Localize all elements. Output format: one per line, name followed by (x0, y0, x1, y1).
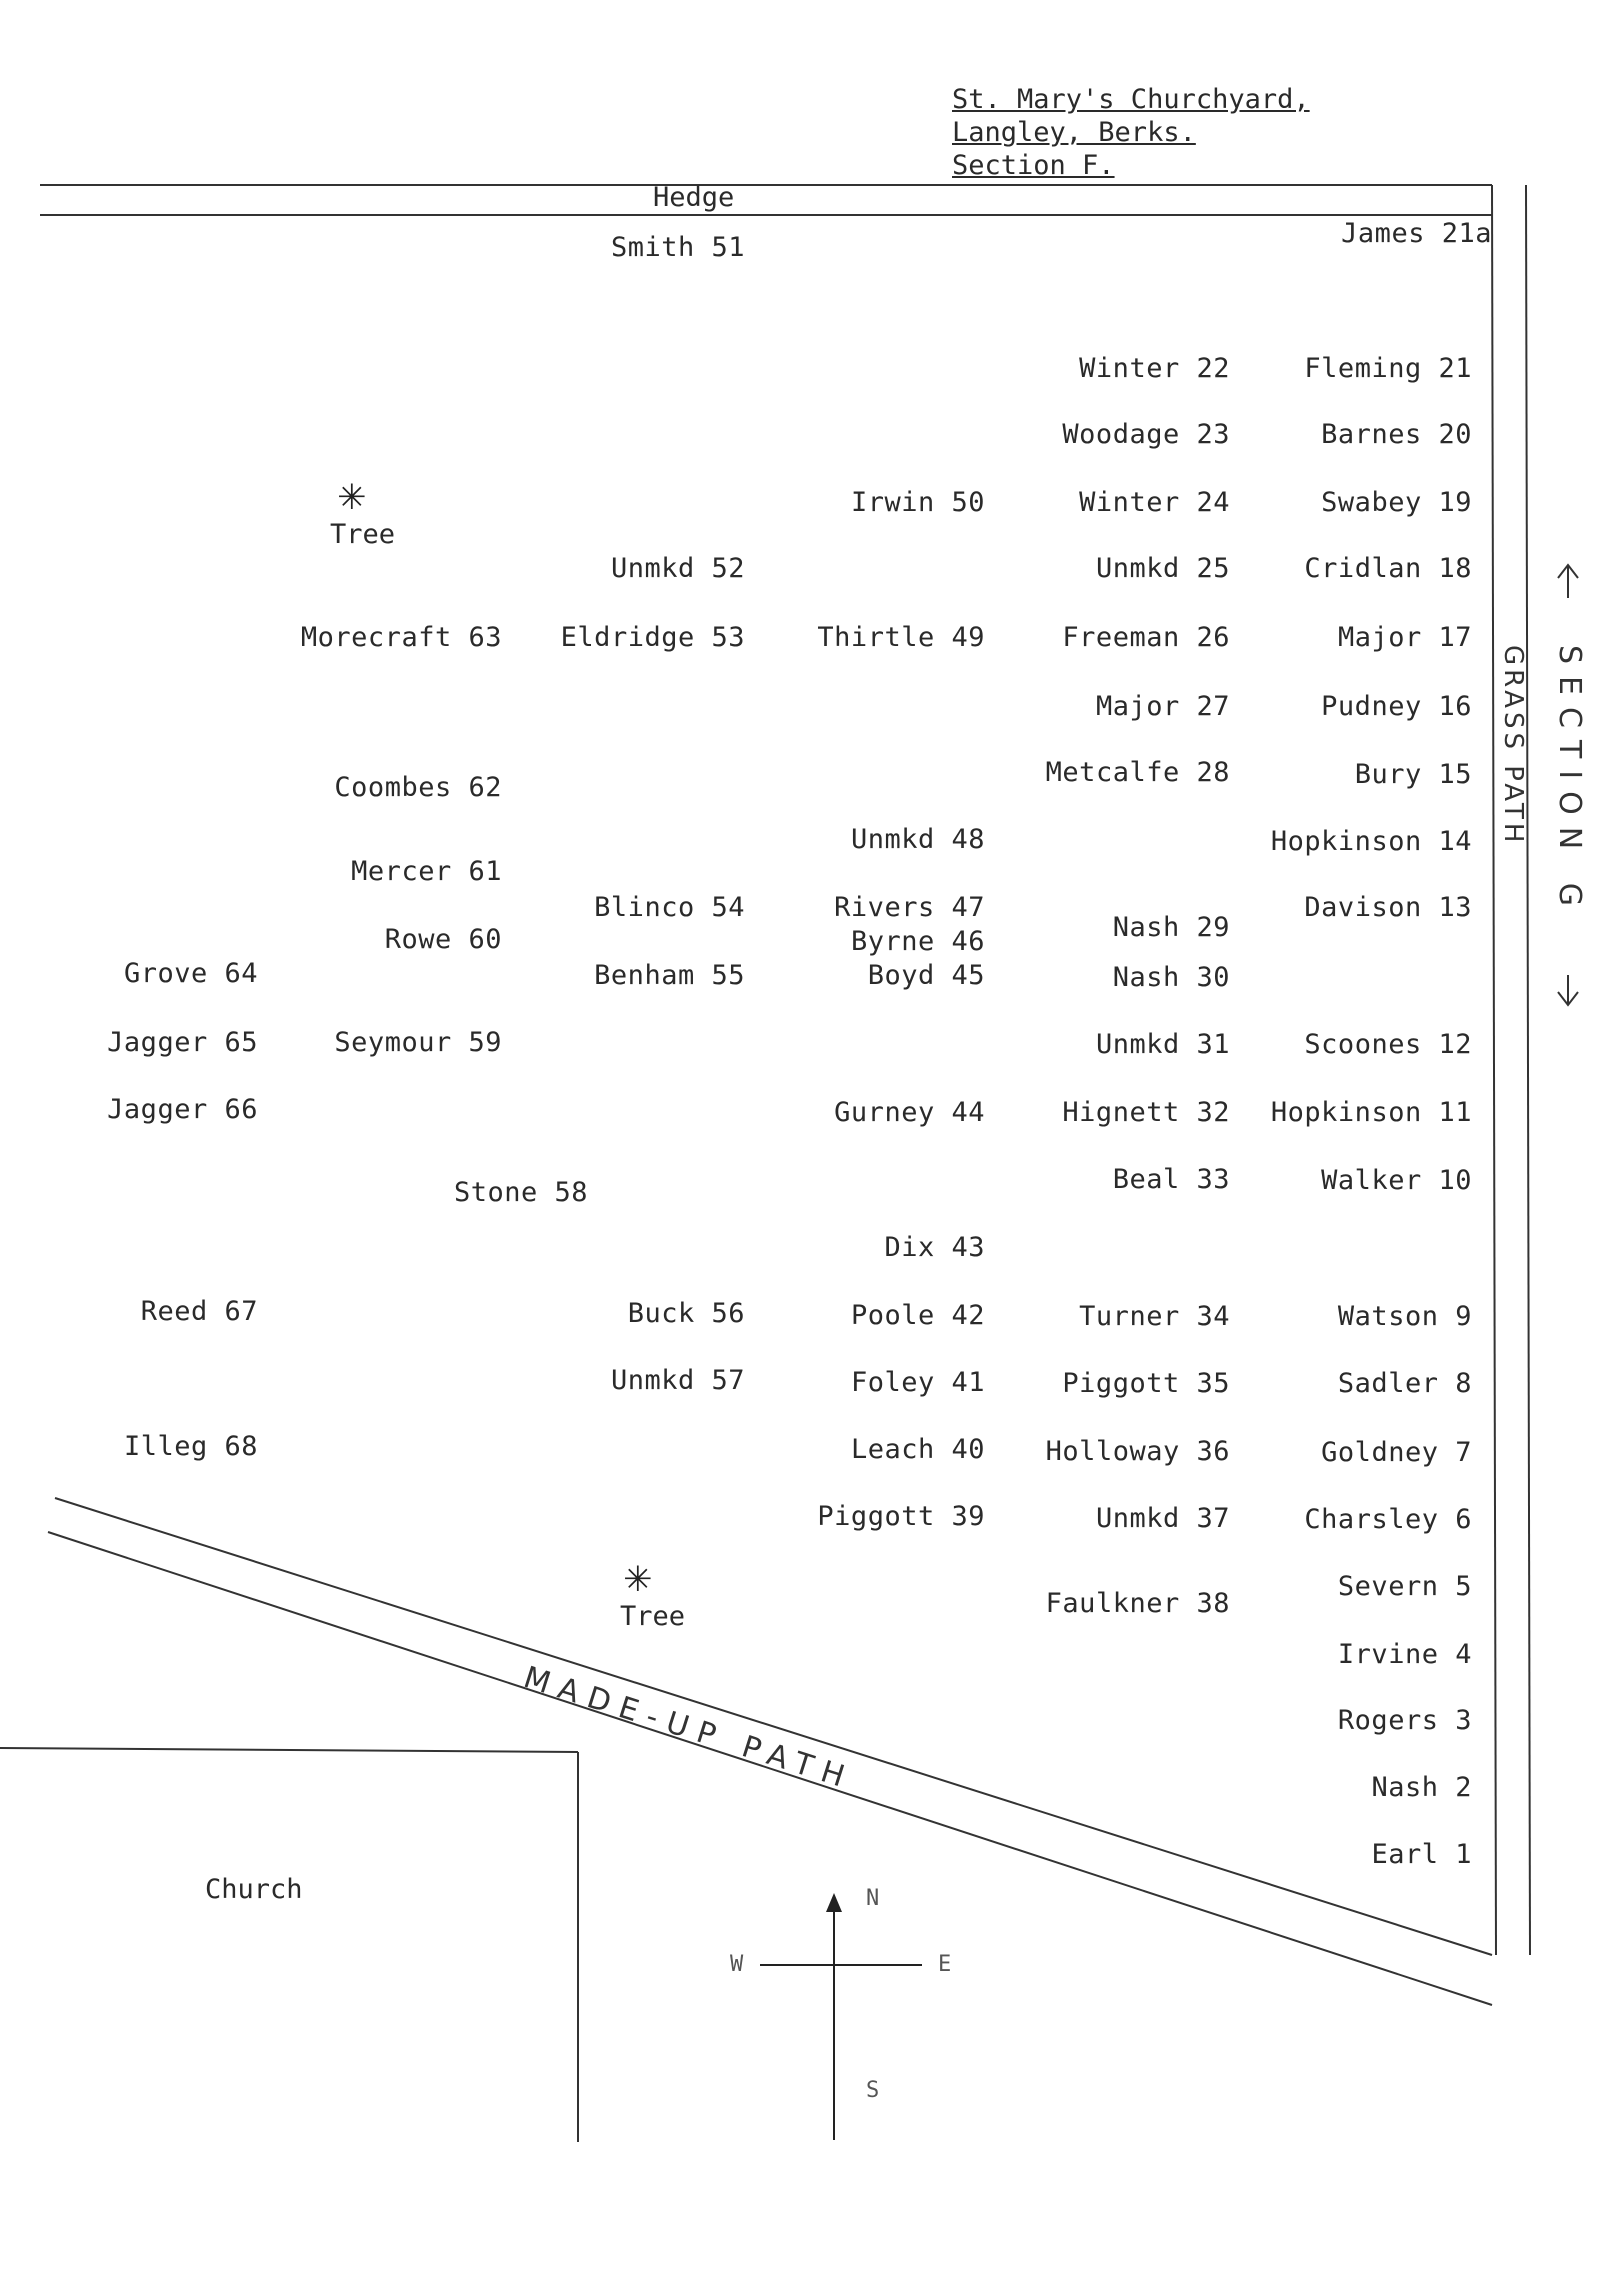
grave-label: Eldridge 53 (560, 622, 745, 653)
grave-label: Turner 34 (1079, 1301, 1230, 1332)
grave-label: Gurney 44 (834, 1097, 985, 1128)
grave-label: Nash 2 (1371, 1772, 1472, 1803)
grave-label: James 21a (1341, 218, 1492, 249)
grass-path-line-left (1492, 185, 1496, 1955)
compass-south-label: S (866, 2078, 880, 2103)
grass-path-line-right (1526, 185, 1530, 1955)
grave-label: Nash 29 (1112, 912, 1230, 943)
grave-label: Stone 58 (453, 1177, 588, 1208)
title-location: Langley, Berks. (952, 117, 1196, 148)
grave-label: Woodage 23 (1062, 419, 1230, 450)
grave-label: Poole 42 (850, 1300, 985, 1331)
compass-east-label: E (938, 1952, 952, 1977)
grave-label: Unmkd 25 (1095, 553, 1230, 584)
grave-label: Benham 55 (594, 960, 745, 991)
grave-label: Boyd 45 (867, 960, 985, 991)
grave-label: Goldney 7 (1321, 1437, 1472, 1468)
grave-label: Watson 9 (1337, 1301, 1472, 1332)
section-g-down-arrow (1558, 975, 1578, 1005)
grave-label: Illeg 68 (123, 1431, 258, 1462)
grave-label: Unmkd 37 (1095, 1503, 1230, 1534)
title-section: Section F. (952, 150, 1115, 181)
grave-label: Beal 33 (1112, 1164, 1230, 1195)
grave-label: Holloway 36 (1045, 1436, 1230, 1467)
compass-north-arrow (826, 1893, 842, 1912)
grave-label: Jagger 65 (107, 1027, 258, 1058)
grave-label: Thirtle 49 (817, 622, 985, 653)
section-g-up-arrow (1558, 565, 1578, 598)
compass-north-label: N (866, 1886, 880, 1911)
grave-label: Smith 51 (610, 232, 745, 263)
grave-label: Barnes 20 (1321, 419, 1472, 450)
grave-label: Coombes 62 (334, 772, 502, 803)
grave-label: Leach 40 (850, 1434, 985, 1465)
made-up-path-label: MADE-UP PATH (519, 1660, 859, 1798)
grave-label: Irwin 50 (850, 487, 985, 518)
grave-label: Severn 5 (1337, 1571, 1472, 1602)
grave-label: Nash 30 (1112, 962, 1230, 993)
tree-label: Tree (620, 1601, 686, 1632)
grave-label: Charsley 6 (1304, 1504, 1472, 1535)
grave-label: Scoones 12 (1304, 1029, 1472, 1060)
church-label: Church (205, 1874, 303, 1905)
grave-label: Sadler 8 (1337, 1368, 1472, 1399)
grave-label: Hopkinson 11 (1270, 1097, 1472, 1128)
grave-label: Unmkd 48 (850, 824, 985, 855)
section-g-label: SECTION G (1552, 645, 1587, 918)
grave-label: Grove 64 (123, 958, 258, 989)
grave-label: Seymour 59 (334, 1027, 502, 1058)
grave-label: Buck 56 (627, 1298, 745, 1329)
grave-label: Major 17 (1337, 622, 1472, 653)
grave-label: Bury 15 (1354, 759, 1472, 790)
grave-label: Hopkinson 14 (1270, 826, 1472, 857)
grave-label: Piggott 39 (817, 1501, 985, 1532)
grave-label: Fleming 21 (1304, 353, 1472, 384)
grave-label: Earl 1 (1371, 1839, 1472, 1870)
hedge-label: Hedge (653, 182, 735, 213)
grave-label: Major 27 (1095, 691, 1230, 722)
grave-label: Faulkner 38 (1045, 1588, 1230, 1619)
grave-label: Rogers 3 (1337, 1705, 1472, 1736)
compass-west-label: W (730, 1952, 744, 1977)
grave-label: Foley 41 (850, 1367, 985, 1398)
grave-label: Cridlan 18 (1304, 553, 1472, 584)
grave-label: Unmkd 57 (610, 1365, 745, 1396)
grave-label: Piggott 35 (1062, 1368, 1230, 1399)
grave-label: Rowe 60 (384, 924, 502, 955)
grave-label: Dix 43 (884, 1232, 985, 1263)
grave-label: Blinco 54 (594, 892, 745, 923)
tree-label: Tree (330, 519, 396, 550)
grave-label: Irvine 4 (1337, 1639, 1472, 1670)
grave-label: Swabey 19 (1321, 487, 1472, 518)
grave-label: Walker 10 (1321, 1165, 1472, 1196)
grave-label: Jagger 66 (107, 1094, 258, 1125)
grave-label: Winter 24 (1079, 487, 1230, 518)
grave-label: Hignett 32 (1062, 1097, 1230, 1128)
grave-label: Metcalfe 28 (1045, 757, 1230, 788)
title-churchyard: St. Mary's Churchyard, (952, 84, 1310, 115)
tree-icon: ✳ (624, 1548, 652, 1602)
grave-label: Byrne 46 (850, 926, 985, 957)
grave-label: Winter 22 (1079, 353, 1230, 384)
grave-label: Mercer 61 (351, 856, 502, 887)
grave-label: Rivers 47 (834, 892, 985, 923)
grass-path-label: GRASS PATH (1498, 645, 1528, 847)
church-wall-top (0, 1748, 578, 1752)
grave-label: Davison 13 (1304, 892, 1472, 923)
grave-label: Unmkd 31 (1095, 1029, 1230, 1060)
grave-label: Unmkd 52 (610, 553, 745, 584)
grave-label: Freeman 26 (1062, 622, 1230, 653)
grave-label: Morecraft 63 (300, 622, 502, 653)
tree-icon: ✳ (338, 466, 366, 520)
grave-label: Pudney 16 (1321, 691, 1472, 722)
grave-label: Reed 67 (140, 1296, 258, 1327)
